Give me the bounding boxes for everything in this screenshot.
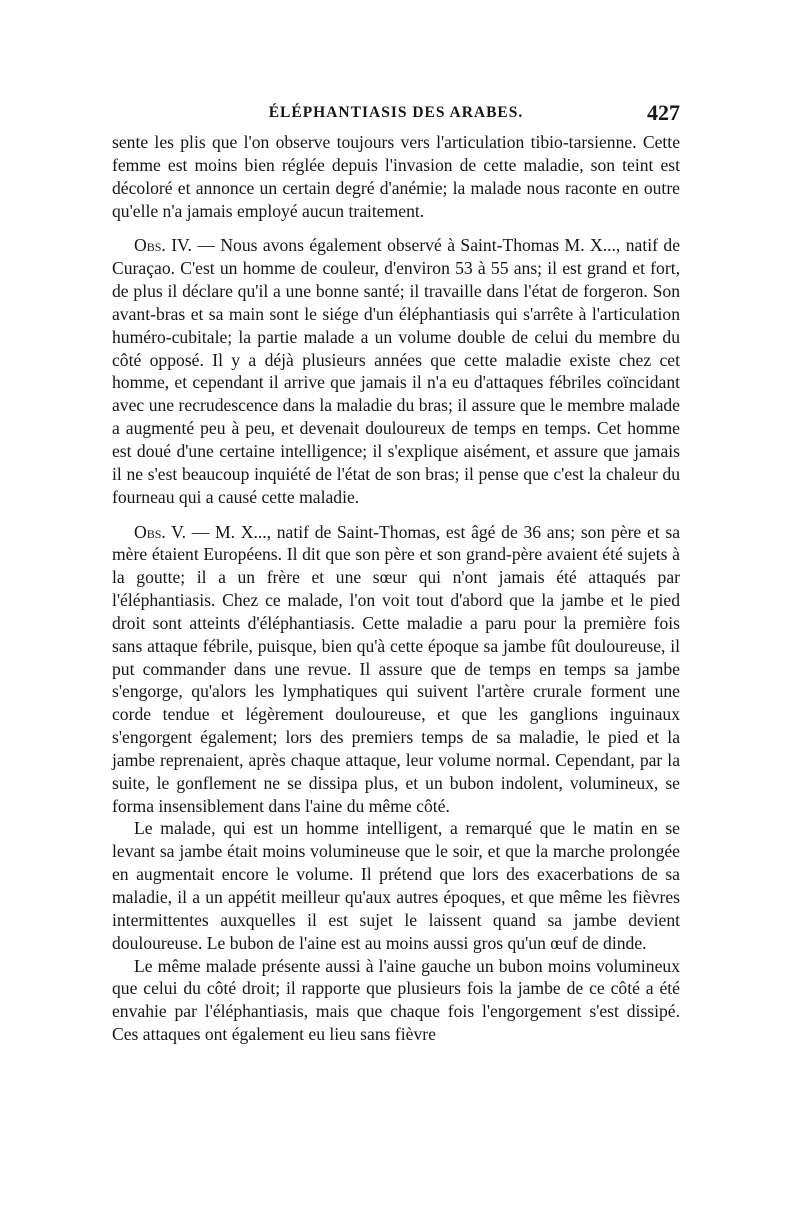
paragraph-text: Le malade, qui est un homme intelligent, a remarqué que le matin en se levant sa jambe était moins volumineuse que le soir, et que la marche prolongée en augmentait encore le volume. Il prétend que lors des exacerbations de sa maladie, il a un appétit meilleur qu'aux autres époques, et que même les fièvres intermittentes auxquelles il est sujet le laissent quand sa jambe devient douloureuse. Le bubon de l'aine est au moins aussi gros qu'un œuf de dinde.	[112, 818, 680, 953]
body-text	[112, 131, 680, 1046]
paragraph-text: sente les plis que l'on observe toujours vers l'articulation tibio-tarsienne. Cette femme est moins bien réglée depuis l'invasion de cette maladie, son teint est décoloré et annonce un certain degré d'anémie; la malade nous raconte en outre qu'elle n'a jamais employé aucun traitement.	[112, 132, 680, 221]
observation-label: Obs. V.	[134, 521, 187, 542]
paragraph-observation-v	[112, 521, 680, 818]
paragraph-text: — M. X..., natif de Saint-Thomas, est âgé de 36 ans; son père et sa mère étaient Européens. Il dit que son père et son grand-père avaient été sujets à la goutte; il a un frère et une sœur qui n'ont jamais été attaqués par l'éléphantiasis. Chez ce malade, l'on voit tout d'abord que la jambe et le pied droit sont atteints d'éléphantiasis. Cette maladie a paru pour la première fois sans attaque fébrile, puisque, bien qu'à cette époque sa jambe fût douloureuse, il put commander dans une revue. Il assure que de temps en temps sa jambe s'engorge, qu'alors les lymphatiques qui suivent l'artère crurale forment une corde tendue et légèrement douloureuse, et que les ganglions inguinaux s'engorgent également; lors des premiers temps de sa maladie, le pied et la jambe reprenaient, après chaque attaque, leur volume normal. Cependant, par la suite, le gonflement ne se dissipa plus, et un bubon indolent, volumineux, se forma insensiblement dans l'aine du même côté.	[112, 521, 681, 816]
paragraph	[112, 817, 680, 954]
paragraph-observation-iv	[112, 234, 680, 508]
paragraph-text: Le même malade présente aussi à l'aine gauche un bubon moins volumineux que celui du côté droit; il rapporte que plusieurs fois la jambe de ce côté a été envahie par l'éléphantiasis, mais que chaque fois l'engorgement s'est dissipé. Ces attaques ont également eu lieu sans fièvre	[112, 955, 680, 1045]
observation-label: Obs. IV.	[134, 235, 192, 256]
paragraph	[112, 955, 680, 1046]
paragraph-continuation	[112, 131, 680, 222]
page-header	[112, 100, 680, 128]
running-title: ÉLÉPHANTIASIS DES ARABES.	[268, 104, 524, 121]
paragraph-text: — Nous avons également observé à Saint-Thomas M. X..., natif de Curaçao. C'est un homme de couleur, d'environ 53 à 55 ans; il est grand et fort, de plus il déclare qu'il a une bonne santé; il travaille dans l'état de forgeron. Son avant-bras et sa main sont le siége d'un éléphantiasis qui s'arrête à l'articulation huméro-cubitale; la partie malade a un volume double de celui du membre du côté opposé. Il y a déjà plusieurs années que cette maladie existe chez cet homme, et cependant il arrive que jamais il n'a eu d'attaques fébriles coïncidant avec une recrudescence dans la maladie du bras; il assure que le membre malade a augmenté peu à peu, et devenait douloureux de temps en temps. Cet homme est doué d'une certaine intelligence; il s'explique aisément, et assure que jamais il ne s'est beaucoup inquiété de l'état de son bras; il pense que c'est la chaleur du fourneau qui a causé cette maladie.	[112, 235, 680, 507]
page-number: 427	[647, 100, 680, 125]
